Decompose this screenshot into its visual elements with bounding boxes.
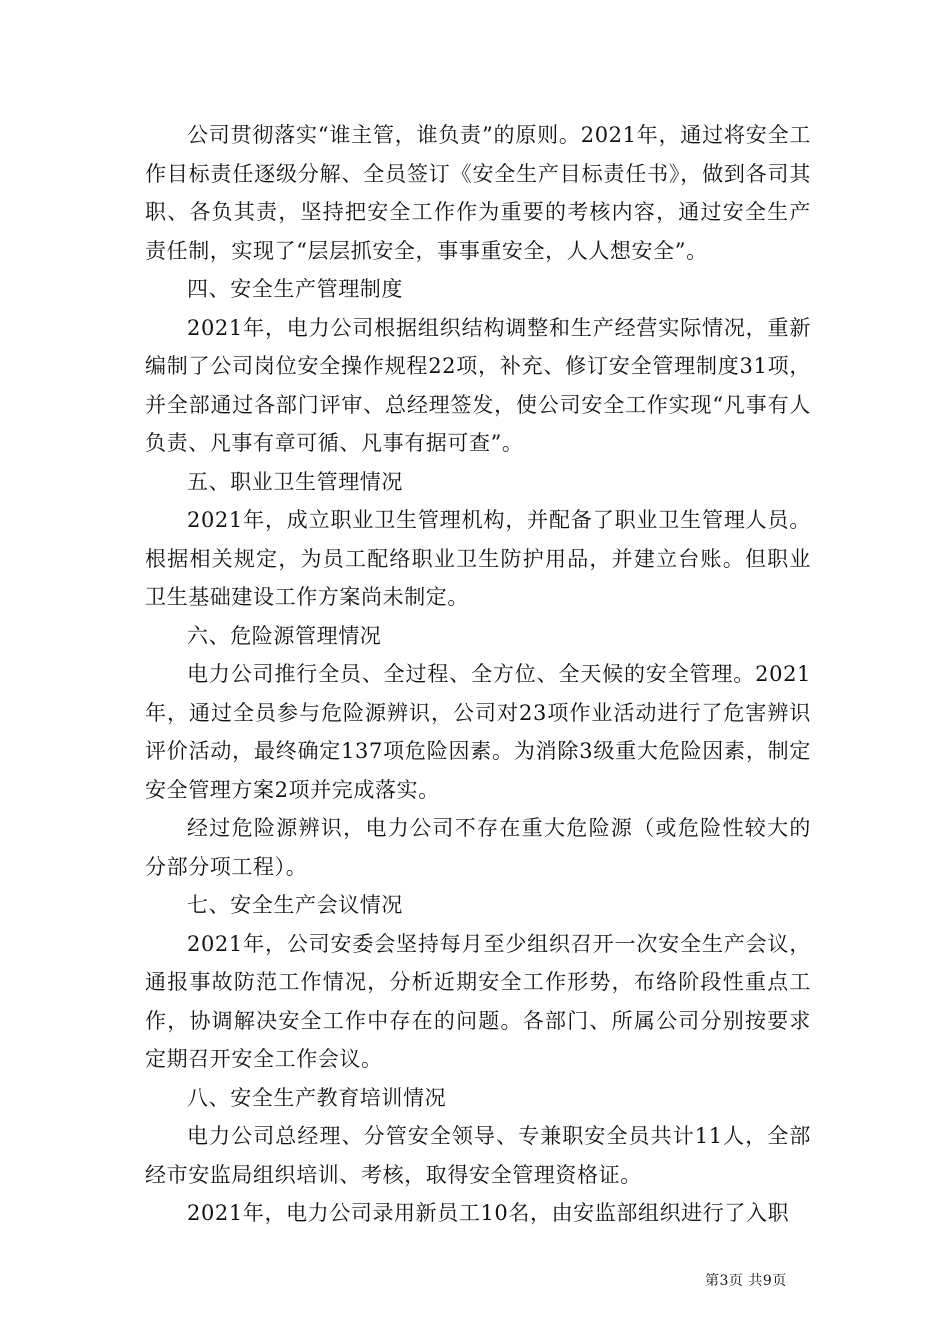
paragraph-safety-training: 电力公司总经理、分管安全领导、专兼职安全员共计11人，全部经市安监局组织培训、考核，取得安全管理资格证。 — [145, 1124, 811, 1187]
paragraph-occupational-health: 2021年，成立职业卫生管理机构，并配备了职业卫生管理人员。根据相关规定，为员工配络职业卫生防护用品，并建立台账。但职业卫生基础建设工作方案尚未制定。 — [145, 508, 811, 609]
heading-safety-management-system: 四、安全生产管理制度 — [187, 277, 403, 301]
paragraph-hazard-conclusion: 经过危险源辨识，电力公司不存在重大危险源（或危险性较大的分部分项工程）。 — [145, 816, 811, 879]
page-number: 第3页 共9页 — [705, 1273, 787, 1289]
heading-safety-meetings: 七、安全生产会议情况 — [187, 893, 403, 917]
paragraph-safety-management-system: 2021年，电力公司根据组织结构调整和生产经营实际情况，重新编制了公司岗位安全操作规程22项，补充、修订安全管理制度31项，并全部通过各部门评审、总经理签发，使公司安全工作实现“凡事有人负责、凡事有章可循、凡事有据可查”。 — [145, 315, 811, 455]
paragraph-new-employees: 2021年，电力公司录用新员工10名，由安监部组织进行了入职 — [187, 1201, 790, 1225]
paragraph-safety-meetings: 2021年，公司安委会坚持每月至少组织召开一次安全生产会议，通报事故防范工作情况，分析近期安全工作形势，布络阶段性重点工作，协调解决安全工作中存在的问题。各部门、所属公司分别按要求定期召开安全工作会议。 — [145, 931, 811, 1071]
heading-hazard-management: 六、危险源管理情况 — [187, 623, 382, 648]
heading-occupational-health: 五、职业卫生管理情况 — [187, 469, 403, 494]
heading-safety-training: 八、安全生产教育培训情况 — [187, 1085, 447, 1110]
document-body — [145, 116, 811, 1233]
paragraph-responsibility: 公司贯彻落实“谁主管，谁负责”的原则。2021年，通过将安全工作目标责任逐级分解、全员签订《安全生产目标责任书》，做到各司其职、各负其责，坚持把安全工作作为重要的考核内容，通过安全生产责任制，实现了“层层抓安全，事事重安全，人人想安全”。 — [145, 123, 811, 263]
paragraph-hazard-management: 电力公司推行全员、全过程、全方位、全天候的安全管理。2021年，通过全员参与危险源辨识，公司对23项作业活动进行了危害辨识评价活动，最终确定137项危险因素。为消除3级重大危险因素，制定安全管理方案2项并完成落实。 — [145, 662, 811, 802]
